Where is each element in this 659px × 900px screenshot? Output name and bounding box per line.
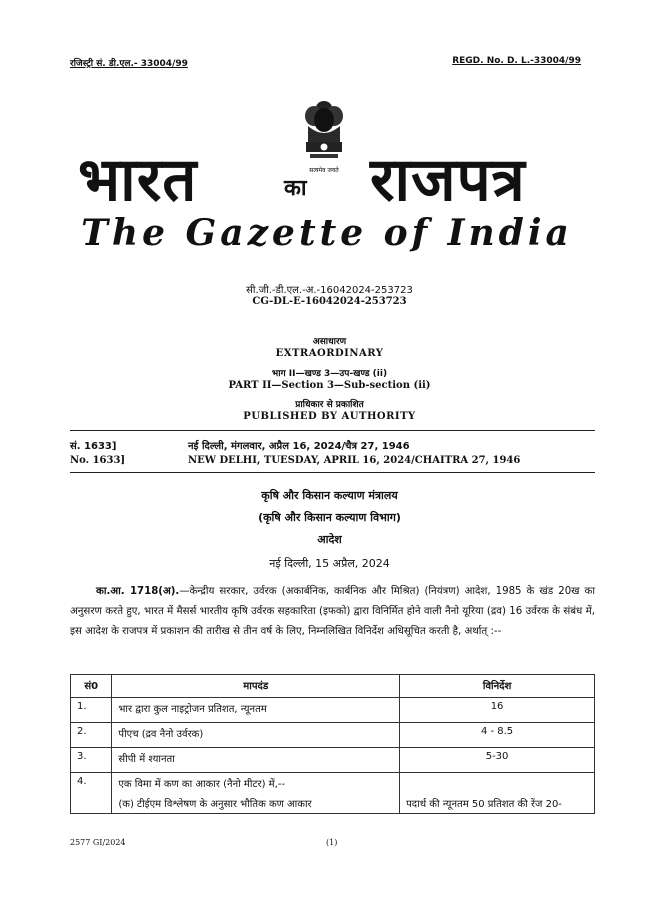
footer-page-number: (1) <box>326 838 338 847</box>
row-number: 1. <box>71 698 112 723</box>
registration-number-english: REGD. No. D. L.-33004/99 <box>452 56 581 66</box>
specification-table <box>70 674 595 814</box>
divider-bottom <box>70 472 595 473</box>
column-header-parameter: मापदंड <box>112 675 400 698</box>
cg-code-english: CG-DL-E-16042024-253723 <box>252 296 407 307</box>
row-parameter-line1: एक विमा में कण का आकार (नैनो मीटर) में,-- <box>118 779 286 790</box>
order-heading: आदेश <box>317 533 342 546</box>
order-text: —केन्द्रीय सरकार, उर्वरक (अकार्बनिक, कार्बनिक और मिश्रित) (नियंत्रण) आदेश, 1985 के खंड 20ख का अनुसरण करते हुए, भारत में मैसर्स भारतीय कृषि उर्वरक सहकारिता (इफको) द्वारा विनिर्मित होने वाली नैनो यूरिया (द्रव) 16 उर्वरक के संबंध में, इस आदेश के राजपत्र में प्रकाशन की तारीख से तीन वर्ष के लिए, निम्नलिखित विनिर्देश अधिसूचित करती है, अर्थात् :-- <box>70 586 595 637</box>
masthead-hindi-right: राजपत्र <box>370 145 526 215</box>
divider-top <box>70 430 595 431</box>
column-header-no: सं0 <box>71 675 112 698</box>
extraordinary-hindi: असाधारण <box>312 337 347 347</box>
table-row <box>71 723 595 748</box>
row-specification: 5-30 <box>400 748 595 773</box>
table-header-row <box>71 675 595 698</box>
row-parameter: पीएच (द्रव नैनो उर्वरक) <box>112 723 400 748</box>
row-specification: 4 - 8.5 <box>400 723 595 748</box>
row-parameter: भार द्वारा कुल नाइट्रोजन प्रतिशत, न्यूनतम <box>112 698 400 723</box>
cg-code-hindi: सी.जी.-डी.एल.-अ.-16042024-253723 <box>246 285 413 296</box>
issue-number-english: No. 1633] <box>70 455 126 466</box>
masthead-english: The Gazette of India <box>81 212 573 254</box>
order-reference: का.आ. 1718(अ). <box>96 586 180 597</box>
order-place-date: नई दिल्ली, 15 अप्रैल, 2024 <box>269 557 390 570</box>
issue-number-hindi: सं. 1633] <box>70 441 117 452</box>
row-number: 2. <box>71 723 112 748</box>
emblem-motto: सत्यमेव जयते <box>309 167 339 174</box>
published-by-english: PUBLISHED BY AUTHORITY <box>243 411 416 422</box>
part-section-hindi: भाग II—खण्ड 3—उप-खण्ड (ii) <box>271 369 388 379</box>
masthead-hindi-left: भारत <box>78 145 198 215</box>
order-paragraph <box>70 582 595 642</box>
published-by-hindi: प्राधिकार से प्रकाशित <box>295 400 364 410</box>
column-header-specification: विनिर्देश <box>400 675 595 698</box>
row-parameter-line2: (क) टीईएम विश्लेषण के अनुसार भौतिक कण आकार <box>118 799 312 810</box>
part-section-english: PART II—Section 3—Sub-section (ii) <box>228 380 431 391</box>
masthead-hindi-mid: का <box>284 176 308 201</box>
footer-code: 2577 GI/2024 <box>70 838 126 847</box>
ministry-name: कृषि और किसान कल्याण मंत्रालय <box>261 489 398 502</box>
table-row <box>71 748 595 773</box>
masthead-hindi <box>70 140 590 220</box>
registration-number-hindi: रजिस्ट्री सं. डी.एल.- 33004/99 <box>70 59 188 69</box>
extraordinary-english: EXTRAORDINARY <box>275 348 384 359</box>
department-name: (कृषि और किसान कल्याण विभाग) <box>258 511 401 524</box>
row-specification: पदार्थ की न्यूनतम 50 प्रतिशत की रेंज 20- <box>400 773 595 814</box>
row-number: 4. <box>71 773 112 814</box>
issue-date-hindi: नई दिल्ली, मंगलवार, अप्रैल 16, 2024/चैत्र 27, 1946 <box>188 441 410 452</box>
table-row <box>71 773 595 814</box>
row-number: 3. <box>71 748 112 773</box>
row-specification: 16 <box>400 698 595 723</box>
row-parameter: सीपी में श्यानता <box>112 748 400 773</box>
table-row <box>71 698 595 723</box>
row-parameter <box>112 773 400 814</box>
issue-date-english: NEW DELHI, TUESDAY, APRIL 16, 2024/CHAITRA 27, 1946 <box>188 455 521 466</box>
